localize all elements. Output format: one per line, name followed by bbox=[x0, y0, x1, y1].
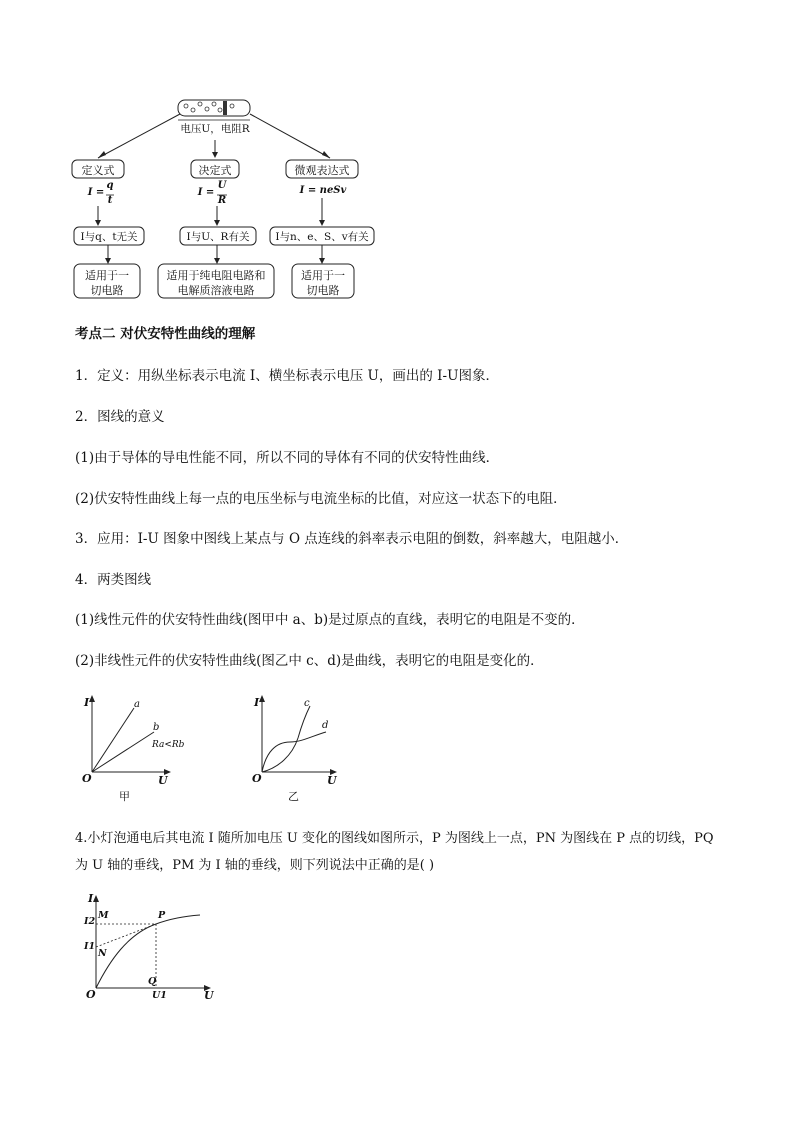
jia-caption: 甲 bbox=[119, 790, 130, 803]
q-label-n: N bbox=[98, 948, 107, 959]
col3-relation: I与n、e、S、v有关 bbox=[275, 231, 369, 243]
yi-label-c: c bbox=[304, 698, 310, 709]
col2-formula-den: R bbox=[217, 195, 227, 206]
q-label-u1: U1 bbox=[152, 990, 167, 1001]
jia-x-label: U bbox=[158, 774, 168, 787]
col1-title: 定义式 bbox=[81, 164, 115, 177]
col1-formula-lhs: I = bbox=[87, 187, 105, 198]
paragraph: 2．图线的意义 bbox=[75, 409, 165, 425]
q-label-i1: I1 bbox=[84, 941, 96, 952]
yi-caption: 乙 bbox=[288, 790, 299, 803]
section-title: 考点二 对伏安特性曲线的理解 bbox=[75, 326, 256, 342]
paragraph: 4．两类图线 bbox=[75, 572, 152, 588]
col1-relation: I与q、t无关 bbox=[80, 231, 138, 243]
col1-scope-1: 适用于一 bbox=[85, 269, 129, 282]
curve-d bbox=[262, 732, 326, 772]
question-line-2: 为 U 轴的垂线，PM 为 I 轴的垂线，则下列说法中正确的是( ) bbox=[75, 858, 435, 873]
col3-scope-2: 切电路 bbox=[306, 284, 340, 297]
jia-label-b: b bbox=[153, 722, 160, 733]
col2-scope-2: 电解质溶液电路 bbox=[177, 284, 255, 297]
jia-y-label: I bbox=[84, 696, 90, 709]
col2-formula-lhs: I = bbox=[197, 187, 215, 198]
tube-label: 电压U，电阻R bbox=[180, 123, 250, 135]
flowchart bbox=[60, 92, 390, 307]
q-x-label: U bbox=[204, 989, 214, 1002]
graph-yi bbox=[250, 692, 350, 804]
q-origin: O bbox=[86, 988, 96, 1001]
jia-label-a: a bbox=[134, 699, 140, 710]
jia-origin: O bbox=[82, 772, 92, 785]
graph-jia bbox=[78, 692, 198, 804]
q-label-i2: I2 bbox=[84, 916, 96, 927]
jia-relation: Ra<Rb bbox=[152, 740, 185, 750]
col1-scope-2: 切电路 bbox=[90, 284, 124, 297]
q-label-q: Q bbox=[148, 976, 157, 987]
conductor-tube-icon bbox=[178, 100, 250, 120]
question-line-1: 4.小灯泡通电后其电流 I 随所加电压 U 变化的图线如图所示，P 为图线上一点，PN 为图线在 P 点的切线，PQ bbox=[75, 831, 714, 846]
yi-y-label: I bbox=[254, 696, 260, 709]
graph-yi-plot bbox=[250, 692, 350, 804]
yi-x-label: U bbox=[327, 774, 337, 787]
paragraph: (2)非线性元件的伏安特性曲线(图乙中 c、d)是曲线，表明它的电阻是变化的． bbox=[75, 653, 544, 669]
line-a bbox=[92, 708, 134, 772]
paragraph: (2)伏安特性曲线上每一点的电压坐标与电流坐标的比值，对应这一状态下的电阻． bbox=[75, 491, 567, 507]
paragraph: (1)由于导体的导电性能不同，所以不同的导体有不同的伏安特性曲线． bbox=[75, 450, 500, 466]
yi-label-d: d bbox=[322, 720, 329, 731]
col3-scope-1: 适用于一 bbox=[301, 269, 345, 282]
col2-title: 决定式 bbox=[198, 164, 232, 177]
q-label-m: M bbox=[98, 910, 109, 921]
paragraph: (1)线性元件的伏安特性曲线(图甲中 a、b)是过原点的直线，表明它的电阻是不变的． bbox=[75, 612, 585, 628]
col1-formula-num: q bbox=[106, 180, 114, 191]
line-b bbox=[92, 732, 154, 772]
graph-question bbox=[80, 890, 230, 1005]
q-label-p: P bbox=[158, 910, 166, 921]
col2-scope-1: 适用于纯电阻电路和 bbox=[166, 269, 266, 282]
col1-formula-den: t bbox=[107, 195, 113, 206]
paragraph: 1．定义：用纵坐标表示电流 I、横坐标表示电压 U，画出的 I-U图象． bbox=[75, 368, 499, 384]
col2-relation: I与U、R有关 bbox=[186, 231, 250, 243]
yi-origin: O bbox=[252, 772, 262, 785]
curve-c bbox=[262, 706, 310, 772]
col2-formula-num: U bbox=[217, 180, 227, 191]
col3-title: 微观表达式 bbox=[294, 164, 350, 177]
q-y-label: I bbox=[88, 892, 94, 905]
col3-formula: I = neSv bbox=[299, 185, 347, 196]
paragraph: 3．应用：I-U 图象中图线上某点与 O 点连线的斜率表示电阻的倒数，斜率越大，电阻越小． bbox=[75, 531, 629, 547]
